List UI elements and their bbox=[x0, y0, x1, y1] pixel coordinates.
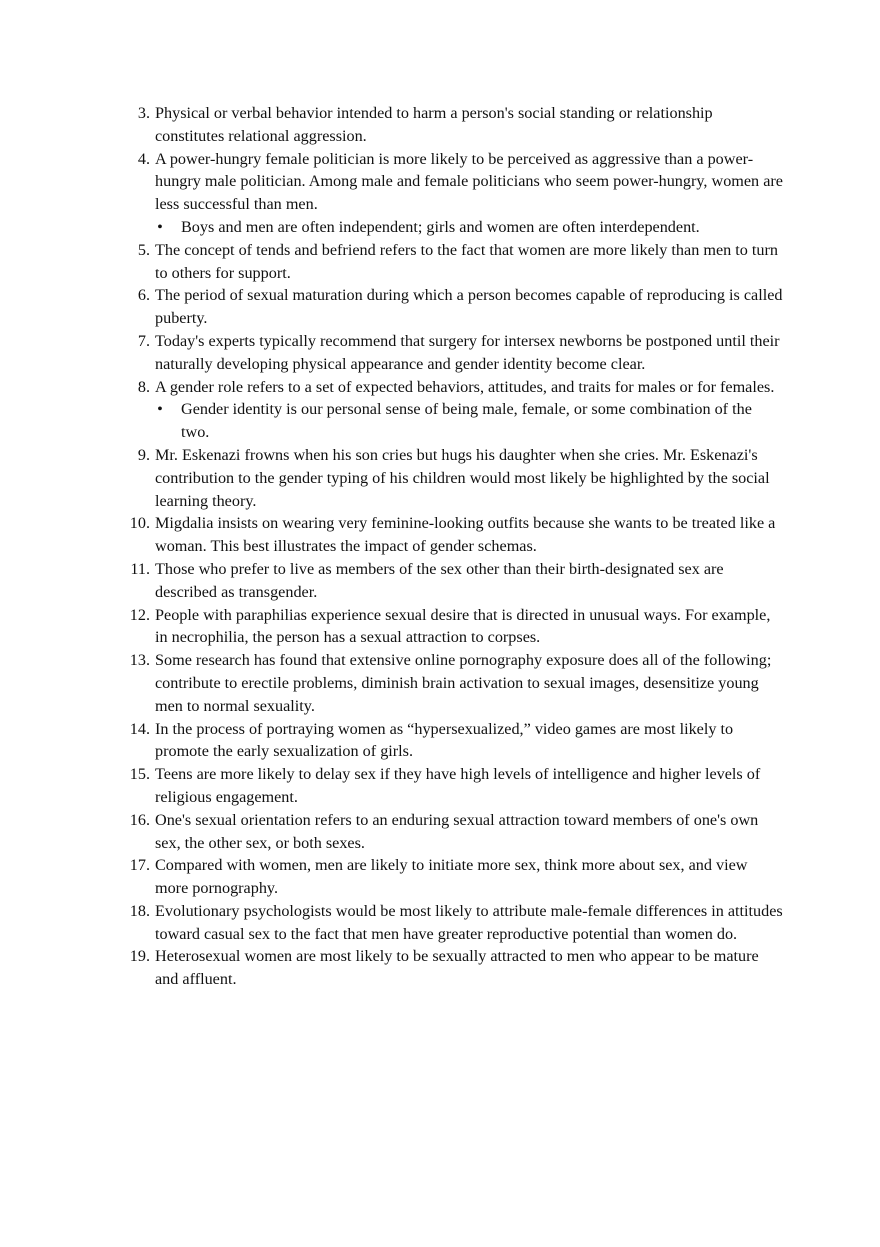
item-text: Compared with women, men are likely to initiate more sex, think more about sex, and view more pornography. bbox=[155, 856, 748, 898]
list-item bbox=[124, 900, 784, 946]
item-number: 5. bbox=[137, 240, 150, 259]
list-item bbox=[124, 649, 784, 717]
answer-list bbox=[124, 102, 784, 991]
item-number: 17. bbox=[129, 856, 150, 875]
item-number: 13. bbox=[129, 651, 150, 670]
item-number: 8. bbox=[137, 377, 150, 396]
list-item bbox=[124, 763, 784, 809]
list-item bbox=[124, 558, 784, 604]
list-item bbox=[124, 718, 784, 764]
list-item bbox=[124, 854, 784, 900]
item-number: 11. bbox=[130, 559, 150, 578]
item-number: 6. bbox=[137, 286, 150, 305]
bullet-item bbox=[124, 398, 784, 444]
item-text: Mr. Eskenazi frowns when his son cries but hugs his daughter when she cries. Mr. Eskenazi's contribution to the gender typing of his children would most likely be highlighted by the social learning theory. bbox=[155, 445, 770, 510]
item-text: One's sexual orientation refers to an enduring sexual attraction toward members of one's own sex, the other sex, or both sexes. bbox=[155, 810, 759, 852]
item-text: Today's experts typically recommend that surgery for intersex newborns be postponed until their naturally developing physical appearance and gender identity become clear. bbox=[155, 331, 780, 373]
item-text: Heterosexual women are most likely to be sexually attracted to men who appear to be mature and affluent. bbox=[155, 947, 759, 989]
item-number: 12. bbox=[129, 605, 150, 624]
item-number: 10. bbox=[129, 514, 150, 533]
bullet-icon: • bbox=[157, 400, 163, 419]
item-number: 14. bbox=[129, 719, 150, 738]
item-number: 19. bbox=[129, 947, 150, 966]
list-item bbox=[124, 512, 784, 558]
list-item bbox=[124, 809, 784, 855]
bullet-text: Gender identity is our personal sense of being male, female, or some combination of the two. bbox=[181, 400, 752, 442]
item-number: 4. bbox=[137, 149, 150, 168]
item-number: 7. bbox=[137, 331, 150, 350]
item-text: Teens are more likely to delay sex if they have high levels of intelligence and higher levels of religious engagement. bbox=[155, 765, 761, 806]
list-item bbox=[124, 330, 784, 376]
list-item bbox=[124, 604, 784, 650]
list-item bbox=[124, 239, 784, 285]
list-item bbox=[124, 945, 784, 991]
bullet-item bbox=[124, 216, 784, 239]
bullet-text: Boys and men are often independent; girls and women are often interdependent. bbox=[181, 217, 700, 236]
item-text: A gender role refers to a set of expected behaviors, attitudes, and traits for males or for females. bbox=[155, 377, 775, 396]
item-text: In the process of portraying women as “hypersexualized,” video games are most likely to promote the early sexualization of girls. bbox=[155, 719, 734, 761]
item-text: Physical or verbal behavior intended to harm a person's social standing or relationship constitutes relational aggression. bbox=[155, 104, 713, 145]
item-number: 16. bbox=[129, 810, 150, 829]
item-number: 18. bbox=[129, 901, 150, 920]
item-text: Migdalia insists on wearing very feminine-looking outfits because she wants to be treated like a woman. This best illustrates the impact of gender schemas. bbox=[155, 514, 776, 556]
list-item bbox=[124, 148, 784, 216]
item-number: 3. bbox=[137, 104, 150, 122]
bullet-icon: • bbox=[157, 217, 163, 236]
item-text: Those who prefer to live as members of the sex other than their birth-designated sex are described as transgender. bbox=[155, 559, 724, 601]
item-text: Evolutionary psychologists would be most likely to attribute male-female differences in attitudes toward casual sex to the fact that men have greater reproductive potential than women do. bbox=[155, 901, 783, 943]
item-text: The concept of tends and befriend refers to the fact that women are more likely than men to turn to others for support. bbox=[155, 240, 778, 282]
list-item bbox=[124, 444, 784, 512]
item-number: 15. bbox=[129, 765, 150, 784]
list-item bbox=[124, 284, 784, 330]
list-item bbox=[124, 376, 784, 399]
item-number: 9. bbox=[137, 445, 150, 464]
item-text: People with paraphilias experience sexual desire that is directed in unusual ways. For example, in necrophilia, the person has a sexual attraction to corpses. bbox=[155, 605, 771, 647]
list-item bbox=[124, 102, 784, 148]
item-text: A power-hungry female politician is more likely to be perceived as aggressive than a power-hungry male politician. Among male and female politicians who seem power-hungry, women are less successful than men. bbox=[155, 149, 783, 214]
item-text: The period of sexual maturation during which a person becomes capable of reproducing is called puberty. bbox=[155, 286, 783, 328]
item-text: Some research has found that extensive online pornography exposure does all of the following; contribute to erectile problems, diminish brain activation to sexual images, desensitize young men to normal sexuality. bbox=[155, 651, 772, 715]
